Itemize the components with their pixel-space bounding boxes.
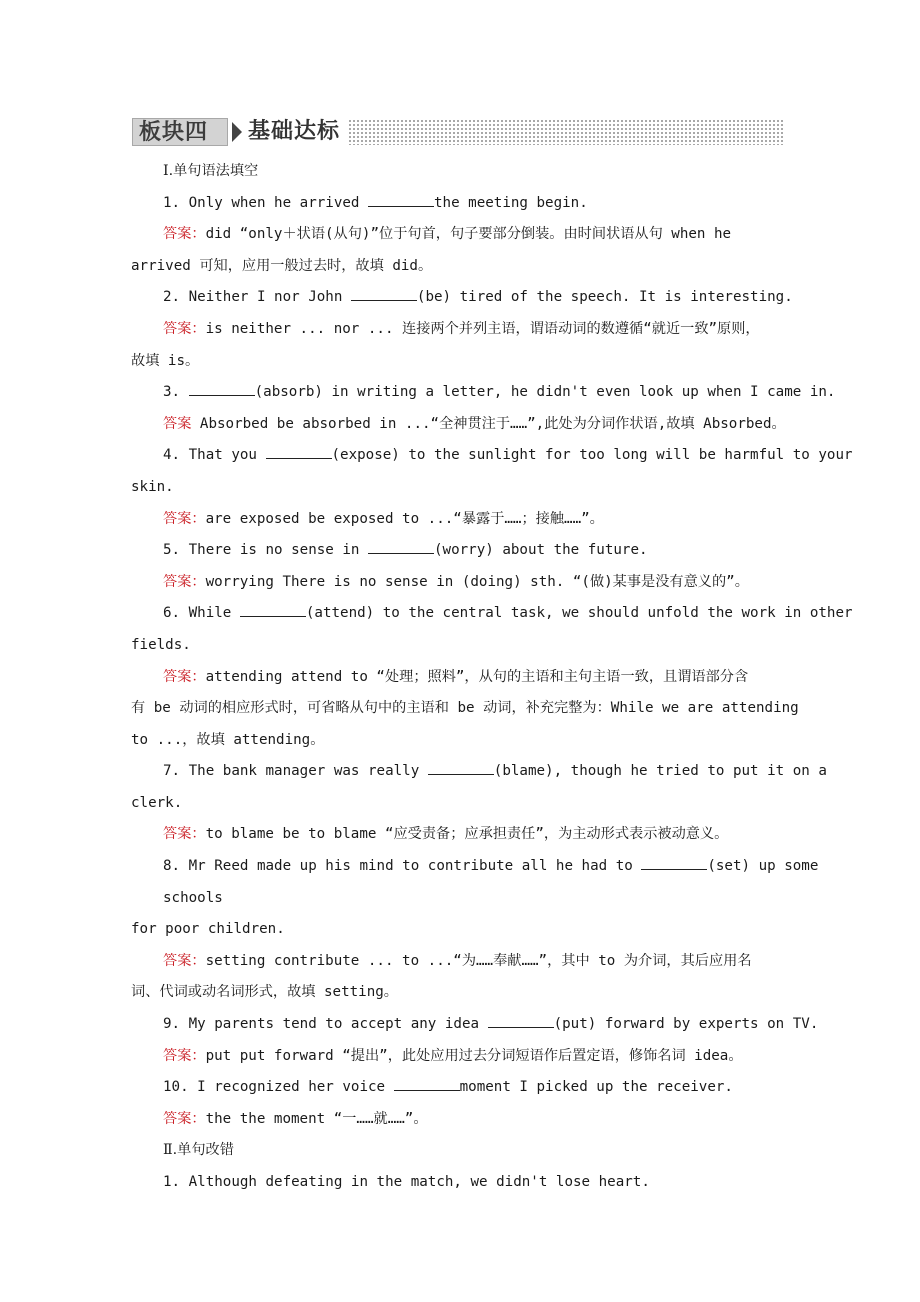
- banner-arrow-icon: [232, 122, 242, 142]
- question-7: 7. The bank manager was really (blame), though he tried to put it on a: [131, 756, 855, 788]
- question-6-cont: fields.: [131, 636, 191, 653]
- section-heading-2: Ⅱ.单句改错: [163, 1142, 234, 1159]
- answer-label: 答案：: [163, 1110, 206, 1127]
- answer-blank: [394, 1076, 460, 1091]
- answer-label: 答案：: [163, 1047, 206, 1064]
- answer-blank: [266, 444, 332, 459]
- answer-label: 答案：: [163, 510, 206, 527]
- answer-blank: [368, 192, 434, 207]
- answer-6: 答案：attending attend to “处理；照料”，从句的主语和主句主语一致，且谓语部分含: [163, 668, 749, 685]
- answer-3: 答案 Absorbed be absorbed in ...“全神贯注于……”,此处为分词作状语,故填 Absorbed。: [163, 415, 786, 432]
- question-2: 2. Neither I nor John (be) tired of the speech. It is interesting.: [131, 282, 855, 314]
- answer-1-cont: arrived 可知，应用一般过去时，故填 did。: [131, 257, 433, 274]
- answer-label: 答案：: [163, 952, 206, 969]
- answer-label: 答案: [163, 415, 192, 432]
- question-1: 1. Only when he arrived the meeting begin.: [131, 188, 855, 220]
- answer-6-cont-2: to ...，故填 attending。: [131, 731, 325, 748]
- banner-title: 基础达标: [248, 118, 348, 146]
- section-heading-1: Ⅰ.单句语法填空: [163, 163, 259, 179]
- question-4-cont: skin.: [131, 478, 174, 495]
- question-3: 3. (absorb) in writing a letter, he didn't even look up when I came in.: [131, 377, 855, 409]
- answer-6-cont: 有 be 动词的相应形式时，可省略从句中的主语和 be 动词，补充完整为：While we are attending: [131, 700, 799, 717]
- exercise-content: [131, 156, 855, 1199]
- answer-label: 答案：: [163, 668, 206, 685]
- question-9: 9. My parents tend to accept any idea (put) forward by experts on TV.: [131, 1009, 855, 1041]
- answer-2: 答案：is neither ... nor ... 连接两个并列主语，谓语动词的数遵循“就近一致”原则，: [163, 320, 760, 337]
- answer-label: 答案：: [163, 226, 206, 243]
- answer-8: 答案：setting contribute ... to ...“为……奉献……”，其中 to 为介词，其后应用名: [163, 952, 752, 969]
- answer-label: 答案：: [163, 573, 206, 590]
- section-banner: [132, 114, 784, 150]
- answer-blank: [488, 1013, 554, 1028]
- banner-block-label: 板块四: [132, 118, 228, 146]
- answer-blank: [189, 381, 255, 396]
- answer-label: 答案：: [163, 320, 206, 337]
- question-5: 5. There is no sense in (worry) about the future.: [131, 535, 855, 567]
- answer-7: 答案：to blame be to blame “应受责备；应承担责任”，为主动形式表示被动意义。: [163, 826, 729, 843]
- answer-10: 答案：the the moment “一……就……”。: [163, 1110, 428, 1127]
- correction-question-1: 1. Although defeating in the match, we didn't lose heart.: [163, 1174, 650, 1190]
- answer-5: 答案：worrying There is no sense in (doing) sth. “(做)某事是没有意义的”。: [163, 573, 749, 590]
- answer-9: 答案：put put forward “提出”，此处应用过去分词短语作后置定语，修饰名词 idea。: [163, 1047, 743, 1064]
- question-8: 8. Mr Reed made up his mind to contribute all he had to (set) up some schools: [131, 851, 855, 914]
- question-6: 6. While (attend) to the central task, we should unfold the work in other: [131, 598, 855, 630]
- answer-blank: [351, 286, 417, 301]
- answer-blank: [428, 760, 494, 775]
- answer-2-cont: 故填 is。: [131, 352, 200, 369]
- answer-4: 答案：are exposed be exposed to ...“暴露于……；接触……”。: [163, 510, 604, 527]
- answer-blank: [240, 602, 306, 617]
- question-8-cont: for poor children.: [131, 921, 285, 938]
- answer-1: 答案：did “only＋状语(从句)”位于句首，句子要部分倒装。由时间状语从句 when he: [163, 226, 732, 243]
- answer-blank: [368, 539, 434, 554]
- answer-8-cont: 词、代词或动名词形式，故填 setting。: [131, 984, 398, 1001]
- answer-blank: [641, 855, 707, 870]
- question-10: 10. I recognized her voice moment I picked up the receiver.: [131, 1072, 855, 1104]
- question-7-cont: clerk.: [131, 794, 183, 811]
- question-4: 4. That you (expose) to the sunlight for too long will be harmful to your: [131, 440, 855, 472]
- answer-label: 答案：: [163, 826, 206, 843]
- banner-dot-pattern: [344, 119, 784, 145]
